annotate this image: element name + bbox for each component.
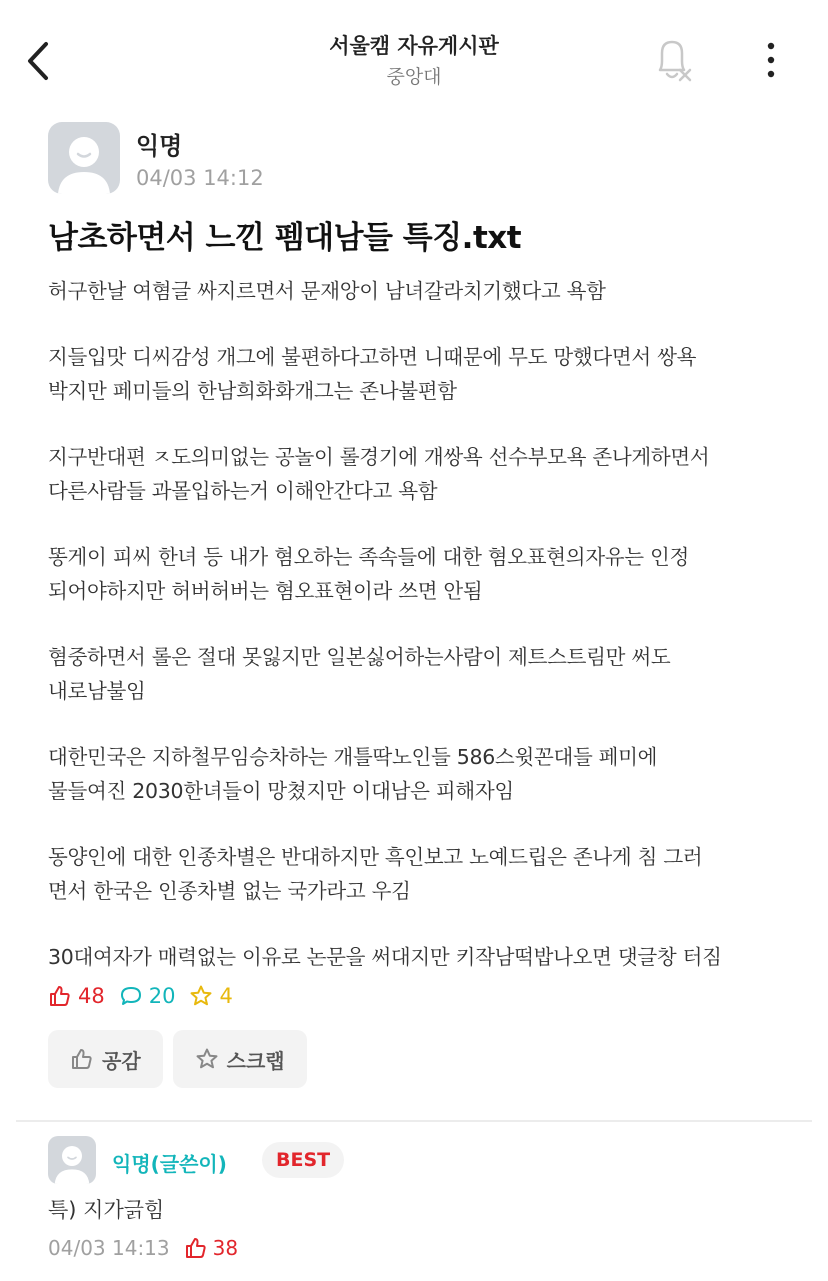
back-button[interactable] <box>20 36 60 86</box>
post-actions <box>48 1030 317 1088</box>
best-badge: BEST <box>262 1142 344 1178</box>
post-paragraph <box>48 940 788 974</box>
scrap-button-label: 스크랩 <box>226 1048 285 1073</box>
thumbs-up-icon <box>70 1047 94 1071</box>
post-line: 되어야하지만 허버허버는 혐오표현이라 쓰면 안됨 <box>48 579 483 603</box>
comment-author: 익명(글쓴이) <box>112 1152 227 1176</box>
comment-bubble-icon <box>119 984 143 1008</box>
scrap-count <box>189 984 232 1008</box>
post-body <box>48 274 788 1006</box>
post-line: 다른사람들 과몰입하는거 이해안간다고 욕함 <box>48 479 438 503</box>
post-line: 지구반대편 ㅈ도의미없는 공놀이 롤경기에 개쌍욕 선수부모욕 존나게하면서 <box>48 445 710 469</box>
post-line: 지들입맛 디씨감성 개그에 불편하다고하면 니때문에 무도 망했다면서 쌍욕 <box>48 345 697 369</box>
post-line: 허구한날 여혐글 싸지르면서 문재앙이 남녀갈라치기했다고 욕함 <box>48 279 606 303</box>
post-stats <box>48 980 247 1012</box>
avatar <box>48 122 120 194</box>
top-bar <box>0 0 828 110</box>
post-author: 익명 <box>136 132 183 160</box>
board-subtitle: 중앙대 <box>386 66 442 88</box>
post-line: 혐중하면서 롤은 절대 못잃지만 일본싫어하는사람이 제트스트림만 써도 <box>48 645 671 669</box>
like-button[interactable] <box>48 1030 163 1088</box>
post-line: 박지만 페미들의 한남희화화개그는 존나불편함 <box>48 379 457 403</box>
post-paragraph <box>48 340 788 408</box>
post-paragraph <box>48 840 788 908</box>
comment-item <box>48 1136 788 1276</box>
comment-like-count[interactable] <box>184 1236 238 1260</box>
like-count-value: 48 <box>78 984 105 1008</box>
thumbs-up-icon <box>48 984 72 1008</box>
star-icon <box>189 984 213 1008</box>
post-author-row <box>48 122 768 196</box>
divider <box>16 1120 812 1122</box>
comment-count <box>119 984 176 1008</box>
like-count <box>48 984 105 1008</box>
post-paragraph <box>48 540 788 608</box>
post-paragraph <box>48 740 788 808</box>
post-line: 물들여진 2030한녀들이 망쳤지만 이대남은 피해자임 <box>48 779 514 803</box>
board-title: 서울캠 자유게시판 <box>329 34 499 58</box>
bell-off-icon <box>648 36 698 86</box>
post-line: 면서 한국은 인종차별 없는 국가라고 우김 <box>48 879 411 903</box>
thumbs-up-icon <box>184 1236 208 1260</box>
default-avatar-icon <box>48 122 120 194</box>
notification-toggle-button[interactable] <box>648 36 698 86</box>
more-options-button[interactable] <box>754 40 788 80</box>
post-line: 똥게이 피씨 한녀 등 내가 혐오하는 족속들에 대한 혐오표현의자유는 인정 <box>48 545 690 569</box>
post-line: 대한민국은 지하철무임승차하는 개틀딱노인들 586스윗꼰대들 페미에 <box>48 745 658 769</box>
comment-count-value: 20 <box>148 984 176 1008</box>
comment-text: 특) 지가긁힘 <box>48 1198 165 1222</box>
post-title: 남초하면서 느낀 펨대남들 특징.txt <box>48 220 522 256</box>
avatar <box>48 1136 96 1184</box>
post-line: 30대여자가 매력없는 이유로 논문을 써대지만 키작남떡밥나오면 댓글창 터짐 <box>48 945 722 969</box>
more-vertical-icon <box>754 40 788 80</box>
comment-timestamp: 04/03 14:13 <box>48 1236 170 1260</box>
back-icon <box>20 36 60 86</box>
comment-like-value: 38 <box>212 1236 239 1260</box>
scrap-count-value: 4 <box>219 984 233 1008</box>
scrap-button[interactable] <box>173 1030 307 1088</box>
post-paragraph <box>48 440 788 508</box>
default-avatar-icon <box>48 1136 96 1184</box>
post-line: 동양인에 대한 인종차별은 반대하지만 흑인보고 노예드립은 존나게 침 그러 <box>48 845 703 869</box>
like-button-label: 공감 <box>102 1048 141 1073</box>
star-icon <box>195 1047 219 1071</box>
post-paragraph <box>48 274 788 308</box>
board-header <box>214 32 614 92</box>
comment-meta <box>48 1236 238 1260</box>
post-paragraph <box>48 640 788 708</box>
post-timestamp: 04/03 14:12 <box>136 166 264 190</box>
post-line: 내로남불임 <box>48 679 146 703</box>
